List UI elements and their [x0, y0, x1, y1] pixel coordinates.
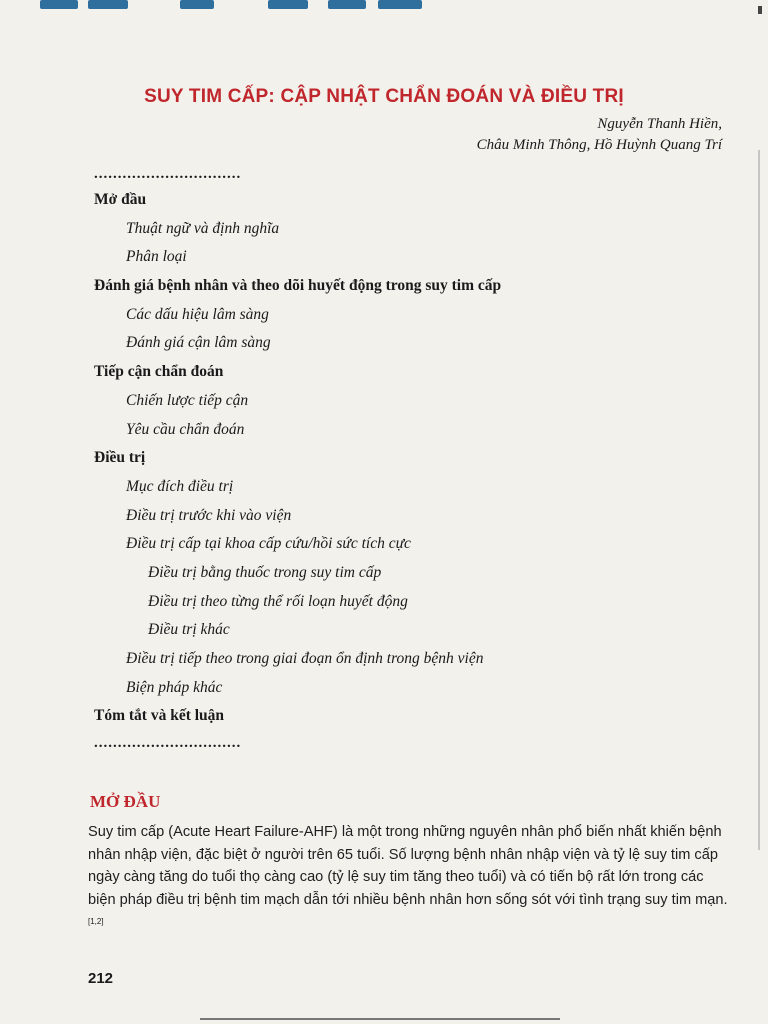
toc-subitem: Điều trị trước khi vào viện — [126, 506, 292, 524]
table-of-contents — [94, 186, 694, 731]
toc-subitem: Điều trị theo từng thể rối loạn huyết động — [148, 592, 408, 610]
author-line: Nguyễn Thanh Hiền, — [597, 116, 722, 132]
citation: [1,2] — [88, 917, 104, 926]
toc-heading: Mở đầu — [94, 191, 147, 208]
toc-subitem: Phân loại — [126, 248, 187, 266]
page-bottom-rule — [200, 1018, 560, 1020]
section-heading: MỞ ĐẦU — [90, 792, 161, 811]
toc-heading: Tóm tắt và kết luận — [94, 707, 225, 725]
toc-subitem: Thuật ngữ và định nghĩa — [126, 219, 280, 237]
toc-subitem: Yêu cầu chẩn đoán — [126, 420, 245, 438]
toc-heading: Tiếp cận chẩn đoán — [94, 363, 224, 381]
toc-subitem: Đánh giá cận lâm sàng — [126, 334, 271, 352]
body-paragraph — [88, 821, 728, 937]
corner-mark — [758, 6, 762, 14]
toc-separator-top: ............................... — [94, 166, 242, 182]
toc-subitem: Điều trị cấp tại khoa cấp cứu/hồi sức tích cực — [126, 535, 411, 553]
toc-subitem: Điều trị tiếp theo trong giai đoạn ổn định trong bệnh viện — [126, 650, 484, 667]
paragraph-text: Suy tim cấp (Acute Heart Failure-AHF) là một trong những nguyên nhân phổ biến nhất khiến bệnh nhân nhập viện, đặc biệt ở người trên 65 tuổi. Số lượng bệnh nhân nhập viện và tỷ lệ suy tim cấp ngày càng tăng do tuổi thọ càng cao (tỷ lệ suy tim tăng theo tuổi) và có tiến bộ rất lớn trong các biện pháp điều trị bệnh tim mạch dẫn tới nhiều bệnh nhân hơn sống sót với tình trạng suy tim mạn. — [88, 824, 728, 908]
toc-separator-bottom: ............................... — [94, 735, 242, 751]
header-band — [0, 0, 768, 14]
document-title: SUY TIM CẤP: CẬP NHẬT CHẨN ĐOÁN VÀ ĐIỀU TRỊ — [144, 86, 624, 107]
author-block — [477, 114, 722, 156]
toc-heading: Điều trị — [94, 449, 146, 467]
toc-subitem: Mục đích điều trị — [126, 477, 234, 495]
author-line: Châu Minh Thông, Hồ Huỳnh Quang Trí — [476, 137, 722, 153]
page-edge — [758, 150, 760, 850]
toc-subitem: Các dấu hiệu lâm sàng — [126, 305, 269, 323]
toc-subitem: Chiến lược tiếp cận — [126, 391, 249, 409]
toc-subitem: Điều trị khác — [148, 621, 230, 639]
toc-subitem: Biện pháp khác — [126, 678, 223, 696]
toc-heading: Đánh giá bệnh nhân và theo dõi huyết động trong suy tim cấp — [94, 277, 502, 295]
toc-subitem: Điều trị bằng thuốc trong suy tim cấp — [148, 563, 382, 581]
page-number: 212 — [88, 970, 114, 987]
